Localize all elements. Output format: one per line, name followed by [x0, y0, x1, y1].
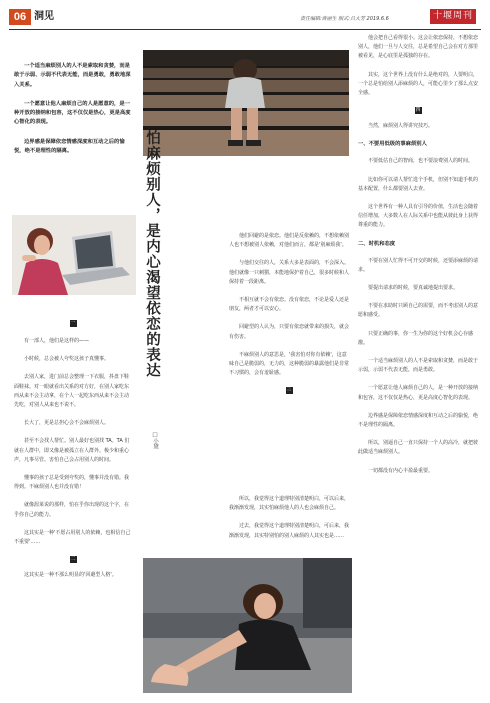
- lead-paragraph: 一个愿意让他人麻烦自己的人是愿意的，是一种开放的接纳和包容，这不仅仅是热心，更是高度心智化的表现。: [14, 100, 131, 126]
- subheading: 二、时机和态度: [358, 240, 396, 247]
- section-marker-3: 三: [286, 387, 292, 394]
- body-paragraph: 不麻烦别人的意思是，'我害怕对你有依赖'，这意味自己是脆弱的，无力的，这种脆弱的暴露他们是非常不习惯的，会有羞耻感。: [229, 351, 350, 377]
- right-column: [358, 34, 478, 485]
- body-paragraph: 甚至不会找人帮忙。别人最好也别找 TA。TA 们就在人群中，即又像是被孤立在人群外。极少和重心声，凡事尽管。害怕自己会占用别人的时间。: [14, 438, 130, 463]
- body-paragraph: 这个世界有一种人具有引导的价值，生活也会随着信任增加，大多数人在人际关系中也能从彼此身上获得尊重的能力。: [358, 204, 479, 229]
- woman-reaching-out-photo: [143, 558, 352, 693]
- body-paragraph: 过去，我觉得这个道理特别清楚明白，可后来，我渐渐发现，其实特别怕的别人麻烦的人其实也是……: [229, 523, 350, 539]
- body-paragraph: 就像渥莱说的那样，怕在乎你出现的这个字，在乎你自己的能力。: [14, 502, 130, 518]
- left-body: [14, 320, 132, 589]
- body-paragraph: 一切都没有内心丰盈最重要。: [368, 467, 434, 474]
- body-paragraph: 回避型的人认为，只要有依恋就带来的损失，就会有伤害。: [229, 324, 350, 340]
- body-paragraph: 只要正确的事，你一生为你的这个好机会心存感激。: [358, 330, 474, 346]
- body-paragraph: 与他们交往的人，关系大多是表面的，不会深入。他们就像一只刺猬，本能地保护着自己，很多时候和人保持着一段距离。: [229, 260, 350, 285]
- section-marker-4: 四: [415, 107, 421, 114]
- body-paragraph: 不要在别人忙得不可开交的时候，还要添麻烦的请求。: [358, 257, 479, 273]
- body-paragraph: 长大了，更是总担心会不会麻烦别人。: [24, 420, 110, 427]
- body-paragraph: 不相互就不会有依恋。没有依恋，不论是爱人还是朋友，两者才可以安心。: [229, 297, 350, 313]
- woman-on-stairs-photo: [143, 50, 349, 156]
- author-byline: □小黛: [152, 432, 158, 449]
- tired-woman-laptop-photo: [12, 215, 136, 295]
- body-paragraph: 所以，别逼自己一直只保持一个人的高冷，就把彼此做适当麻烦别人。: [358, 440, 479, 456]
- lead-paragraph: 边界感是保障依恋情感深度和互动之后的愉悦，绝不是理性的隔离。: [14, 138, 125, 155]
- body-paragraph: 有一部人，他们是这样的——: [24, 338, 90, 344]
- section-marker-1: 一: [70, 320, 76, 326]
- lead-paragraph: 一个适当麻烦别人的人不是索取和贪婪，而是敢于示弱、示弱不代表无能，而是勇敢，勇敢地深入关系。: [14, 63, 131, 88]
- body-paragraph: 他们回避的是依恋。他们是反依赖的，不想依赖别人也不想被别人依赖，对他们而言，都是'别麻烦我'。: [229, 233, 350, 249]
- body-paragraph: 不要在求助时只顾自己的需要，而不考虑别人的意愿和感受。: [358, 303, 479, 319]
- body-paragraph: 边界感是保障依恋情感深度和互动之后的愉悦，绝不是理性的隔离。: [358, 412, 479, 429]
- body-paragraph: 当然，麻烦别人得讲究技巧。: [368, 123, 434, 130]
- body-paragraph: 懂事的孩子总是受到夸奖的，懂事并没有错。我得到。不麻烦别人也并没有错！: [14, 475, 130, 491]
- body-paragraph: 其实，这个世界上没有什么是绝对的，人要明白，一个总是怕给别人添麻烦的人，可能心里少了那么点安全感。: [358, 71, 479, 97]
- body-paragraph: 一个适当麻烦别人的人不是索取和贪婪，而是敢于示弱，示弱不代表无能，而是勇敢。: [358, 358, 479, 374]
- middle-column: [229, 232, 349, 394]
- page-number: 06: [9, 9, 31, 25]
- subheading: 一、不要用低级的事麻烦别人: [358, 141, 427, 148]
- body-paragraph: 他会把自己看得很小。这会让依恋保持，不想依恋别人，他们一旦与人交往，总是希望自己会在对方那里被看见，是心底里是孤独的存在。: [358, 35, 479, 60]
- body-paragraph: 去别人家，进门前总会整理一下衣服，抖盘下鞋面鞋袜。对一眼就看出关系的对方好，在别人家吃东西从来不会主动拿，在个人一起吃东西从来不会主动先吃，对别人从来也不说不。: [14, 374, 130, 409]
- body-paragraph: 这其实是一种不那么明显的'回避型人格'。: [24, 572, 117, 579]
- body-paragraph: 一个愿意让他人麻烦自己的人，是一种开放的接纳和包容，这不仅仅是热心，更是高度心智化的表现。: [358, 385, 479, 401]
- page-header: [0, 0, 490, 32]
- masthead-logo: 十堰周刊: [430, 9, 476, 24]
- section-marker-2: 二: [70, 556, 76, 563]
- body-paragraph: 比如你可以请人帮忙选个手机，但别不知道手机的基本配置，什么都要别人去查。: [358, 176, 479, 192]
- article-title: 怕麻烦别人，是内心渴望依恋的表达: [144, 130, 161, 378]
- body-paragraph: 小时候，总会被人夸奖这孩子真懂事。: [24, 356, 110, 363]
- body-paragraph: 所以，我觉得这个道理特别清楚明白，可以后来，我渐渐发现，其实怕麻烦他人的人也会麻烦自己。: [229, 496, 350, 512]
- article-title-block: [143, 130, 167, 410]
- editor-credits: 责任编辑:蒋丽生 版式:吕大芳 2019.6.6: [300, 16, 389, 22]
- body-paragraph: 不要低估自己的智商，也不要浪费别人的时间。: [368, 158, 474, 165]
- body-paragraph: 要提出请求的时候，要真诚地提出要求。: [368, 285, 459, 292]
- middle-column-lower: [229, 495, 349, 550]
- body-paragraph: 这其实是一种'不愿占用别人的依赖，也相信自己不重要'……: [14, 529, 131, 546]
- header-rule: [9, 29, 481, 30]
- section-title: 洞见: [34, 11, 54, 22]
- lead-column: [14, 62, 132, 166]
